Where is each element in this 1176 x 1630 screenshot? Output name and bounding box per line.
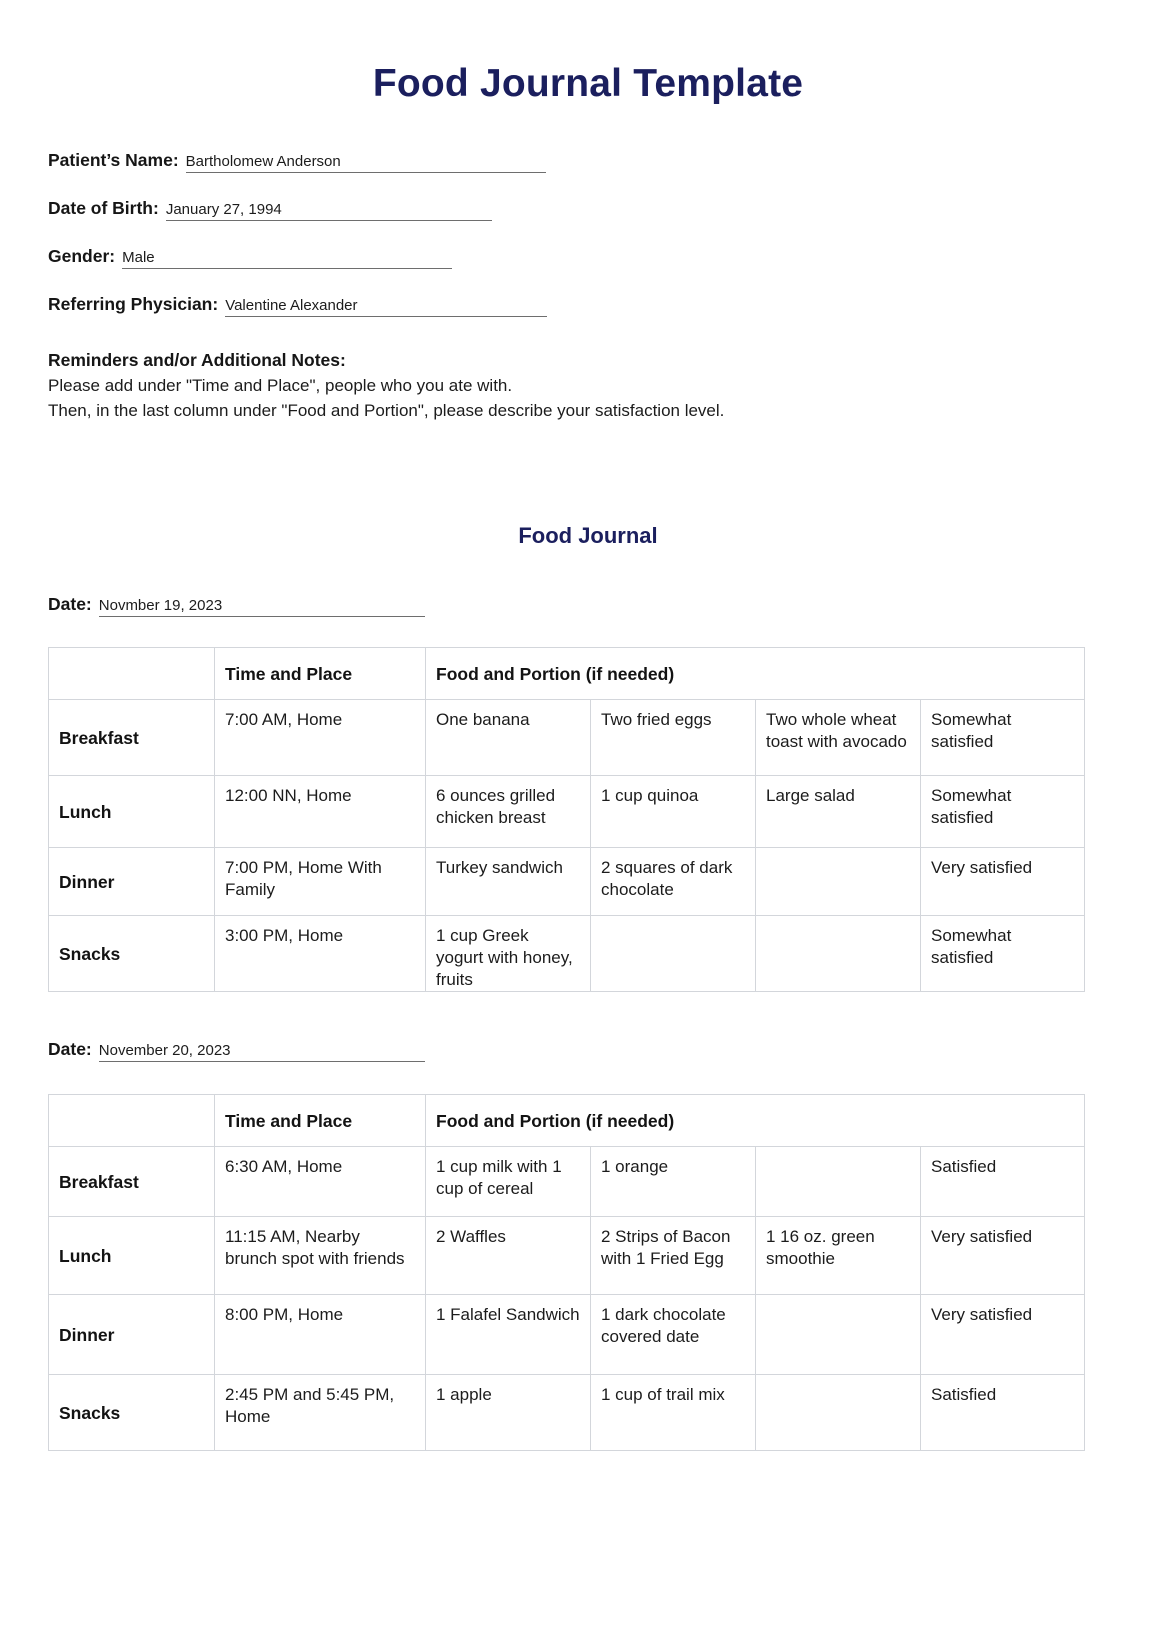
time-and-place-cell xyxy=(215,916,426,992)
notes-line-2: Then, in the last column under "Food and Portion", please describe your satisfaction level. xyxy=(48,400,725,420)
meal-label: Snacks xyxy=(49,916,215,992)
food-cell-1 xyxy=(426,848,591,916)
day2-date-label: Date: xyxy=(48,1039,92,1060)
food-cell-3 xyxy=(756,916,921,992)
food-cell-3 xyxy=(756,848,921,916)
cell-text: 8:00 PM, Home xyxy=(225,1305,344,1325)
gender-value: Male xyxy=(122,249,155,266)
cell-text: One banana xyxy=(436,710,530,730)
header-time-and-place: Time and Place xyxy=(215,1095,426,1147)
cell-text: 2:45 PM and 5:45 PM, Home xyxy=(225,1385,395,1427)
cell-text: 1 dark chocolate covered date xyxy=(601,1305,726,1347)
food-cell-2 xyxy=(591,916,756,992)
table-header-row xyxy=(49,648,1085,700)
day2-journal-table xyxy=(48,1094,1085,1451)
field-underline xyxy=(186,172,546,173)
cell-text: 3:00 PM, Home xyxy=(225,926,344,946)
satisfaction-cell xyxy=(921,1147,1085,1217)
cell-text: 1 orange xyxy=(601,1157,669,1177)
cell-text: 2 Waffles xyxy=(436,1227,506,1247)
food-cell-3 xyxy=(756,1375,921,1451)
cell-text: Very satisfied xyxy=(931,1305,1033,1325)
cell-text: Very satisfied xyxy=(931,1227,1033,1247)
cell-text: 1 Falafel Sandwich xyxy=(436,1305,580,1325)
food-cell-3 xyxy=(756,1217,921,1295)
time-and-place-cell xyxy=(215,1375,426,1451)
time-and-place-cell xyxy=(215,1295,426,1375)
cell-text: Large salad xyxy=(766,786,855,806)
cell-text: 1 cup quinoa xyxy=(601,786,699,806)
table-row xyxy=(49,1375,1085,1451)
referring-physician-row xyxy=(48,294,1128,317)
section-title: Food Journal xyxy=(518,523,658,549)
table-row xyxy=(49,700,1085,776)
food-cell-3 xyxy=(756,1295,921,1375)
notes-title: Reminders and/or Additional Notes: xyxy=(48,350,346,370)
header-blank xyxy=(49,648,215,700)
table-row xyxy=(49,1295,1085,1375)
food-cell-2 xyxy=(591,776,756,848)
table-row xyxy=(49,1217,1085,1295)
day1-date-label: Date: xyxy=(48,594,92,615)
patient-name-label: Patient’s Name: xyxy=(48,150,179,170)
time-and-place-cell xyxy=(215,700,426,776)
satisfaction-cell xyxy=(921,1375,1085,1451)
patient-name-field[interactable] xyxy=(186,150,341,173)
food-cell-1 xyxy=(426,916,591,992)
satisfaction-cell xyxy=(921,1217,1085,1295)
cell-text: Very satisfied xyxy=(931,858,1033,878)
cell-text: Satisfied xyxy=(931,1385,997,1405)
cell-text: Turkey sandwich xyxy=(436,858,563,878)
header-food-and-portion: Food and Portion (if needed) xyxy=(426,648,1085,700)
food-cell-2 xyxy=(591,1375,756,1451)
day2-date-value: November 20, 2023 xyxy=(98,1042,231,1060)
referring-physician-value: Valentine Alexander xyxy=(225,297,358,314)
referring-physician-label: Referring Physician: xyxy=(48,294,219,314)
day2-date-field[interactable] xyxy=(99,1039,231,1062)
food-cell-2 xyxy=(591,700,756,776)
header-food-and-portion: Food and Portion (if needed) xyxy=(426,1095,1085,1147)
meal-label: Breakfast xyxy=(49,700,215,776)
cell-text: 1 cup milk with 1 cup of cereal xyxy=(436,1157,562,1199)
satisfaction-cell xyxy=(921,916,1085,992)
day1-journal-table xyxy=(48,647,1085,992)
cell-text: 2 Strips of Bacon with 1 Fried Egg xyxy=(601,1227,731,1269)
cell-text: 1 cup Greek yogurt with honey, fruits xyxy=(436,926,573,989)
field-underline xyxy=(99,616,425,617)
date-of-birth-field[interactable] xyxy=(166,198,282,221)
cell-text: 6 ounces grilled chicken breast xyxy=(436,786,556,828)
table-row xyxy=(49,776,1085,848)
cell-text: Two whole wheat toast with avocado xyxy=(766,710,907,752)
food-cell-3 xyxy=(756,700,921,776)
patient-name-value: Bartholomew Anderson xyxy=(185,153,341,170)
food-cell-1 xyxy=(426,776,591,848)
satisfaction-cell xyxy=(921,1295,1085,1375)
cell-text: 7:00 PM, Home With Family xyxy=(225,858,382,900)
food-cell-2 xyxy=(591,1147,756,1217)
table-row xyxy=(49,916,1085,992)
cell-text: 1 apple xyxy=(436,1385,492,1405)
day1-date-row xyxy=(48,594,1128,617)
table-row xyxy=(49,848,1085,916)
date-of-birth-label: Date of Birth: xyxy=(48,198,159,218)
time-and-place-cell xyxy=(215,1217,426,1295)
day2-date-row xyxy=(48,1039,1128,1062)
cell-text: Somewhat satisfied xyxy=(931,786,1012,828)
food-cell-1 xyxy=(426,1147,591,1217)
time-and-place-cell xyxy=(215,1147,426,1217)
cell-text: 11:15 AM, Nearby brunch spot with friends xyxy=(225,1227,405,1269)
table-row xyxy=(49,1147,1085,1217)
cell-text: 1 16 oz. green smoothie xyxy=(766,1227,875,1269)
gender-field[interactable] xyxy=(122,246,155,269)
notes-line-1: Please add under "Time and Place", people who you ate with. xyxy=(48,376,513,395)
food-cell-3 xyxy=(756,1147,921,1217)
meal-label: Lunch xyxy=(49,1217,215,1295)
cell-text: Two fried eggs xyxy=(601,710,712,730)
cell-text: 2 squares of dark chocolate xyxy=(601,858,733,900)
date-of-birth-value: January 27, 1994 xyxy=(165,201,282,218)
cell-text: 1 cup of trail mix xyxy=(601,1385,725,1405)
notes-block xyxy=(48,350,1128,423)
cell-text: 7:00 AM, Home xyxy=(225,710,343,730)
food-cell-1 xyxy=(426,1295,591,1375)
date-of-birth-row xyxy=(48,198,1128,221)
time-and-place-cell xyxy=(215,776,426,848)
meal-label: Lunch xyxy=(49,776,215,848)
cell-text: Satisfied xyxy=(931,1157,997,1177)
field-underline xyxy=(166,220,492,221)
food-cell-3 xyxy=(756,776,921,848)
time-and-place-cell xyxy=(215,848,426,916)
header-blank xyxy=(49,1095,215,1147)
day1-date-value: Novmber 19, 2023 xyxy=(98,597,223,615)
satisfaction-cell xyxy=(921,700,1085,776)
gender-row xyxy=(48,246,1128,269)
food-cell-1 xyxy=(426,700,591,776)
satisfaction-cell xyxy=(921,776,1085,848)
header-time-and-place: Time and Place xyxy=(215,648,426,700)
patient-name-row xyxy=(48,150,1128,173)
cell-text: 12:00 NN, Home xyxy=(225,786,352,806)
patient-info-block xyxy=(48,150,1128,317)
cell-text: Somewhat satisfied xyxy=(931,710,1012,752)
meal-label: Dinner xyxy=(49,848,215,916)
food-cell-1 xyxy=(426,1217,591,1295)
food-cell-1 xyxy=(426,1375,591,1451)
field-underline xyxy=(225,316,547,317)
referring-physician-field[interactable] xyxy=(225,294,357,317)
meal-label: Snacks xyxy=(49,1375,215,1451)
satisfaction-cell xyxy=(921,848,1085,916)
field-underline xyxy=(99,1061,425,1062)
day1-date-field[interactable] xyxy=(99,594,222,617)
gender-label: Gender: xyxy=(48,246,116,266)
food-cell-2 xyxy=(591,1217,756,1295)
field-underline xyxy=(122,268,452,269)
meal-label: Breakfast xyxy=(49,1147,215,1217)
page-title: Food Journal Template xyxy=(372,62,804,105)
cell-text: Somewhat satisfied xyxy=(931,926,1012,968)
cell-text: 6:30 AM, Home xyxy=(225,1157,343,1177)
meal-label: Dinner xyxy=(49,1295,215,1375)
food-cell-2 xyxy=(591,848,756,916)
food-cell-2 xyxy=(591,1295,756,1375)
table-header-row xyxy=(49,1095,1085,1147)
